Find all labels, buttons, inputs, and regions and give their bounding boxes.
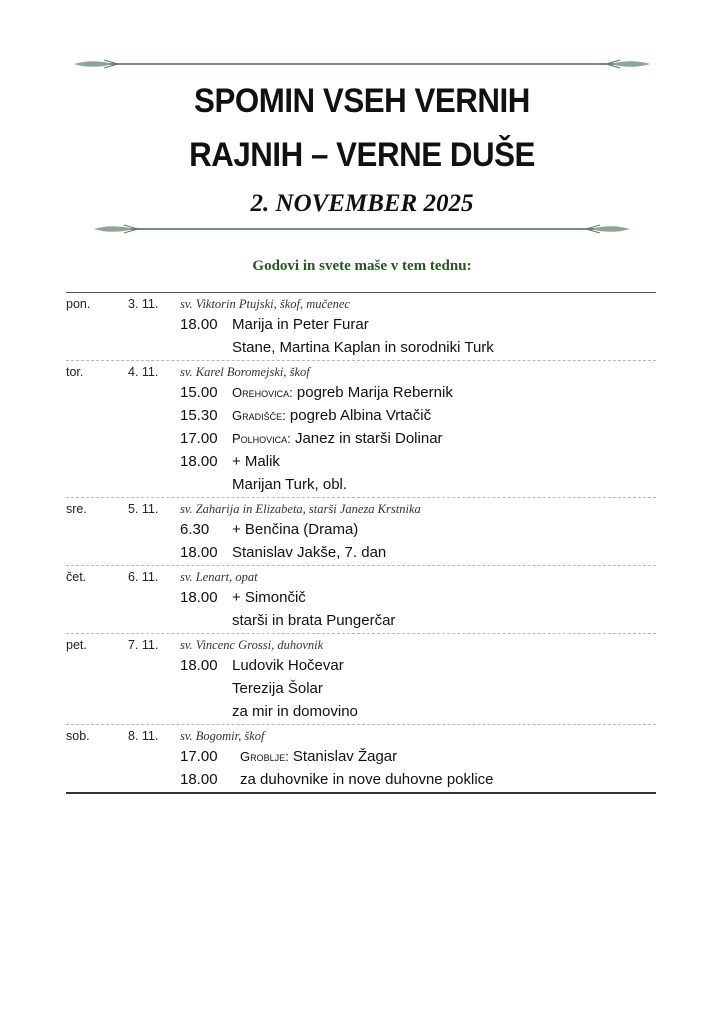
- mass-time: 17.00: [180, 748, 218, 765]
- mass-time: 18.00: [180, 544, 218, 561]
- mass-intention: [232, 407, 431, 424]
- day-name: tor.: [66, 365, 84, 379]
- mass-row: [66, 769, 656, 792]
- mass-time: 18.00: [180, 657, 218, 674]
- day-block: [66, 497, 656, 565]
- mass-row: [66, 337, 656, 360]
- mass-intention: [232, 339, 494, 356]
- mass-text: Stane, Martina Kaplan in sorodniki Turk: [232, 339, 494, 356]
- mass-row: [66, 428, 656, 451]
- saint-row: [66, 361, 656, 382]
- day-block: [66, 360, 656, 497]
- mass-text: pogreb Marija Rebernik: [296, 384, 453, 401]
- mass-intention: [232, 703, 358, 720]
- day-name: čet.: [66, 570, 87, 584]
- mass-row: [66, 519, 656, 542]
- mass-intention: [232, 476, 347, 493]
- mass-text: + Benčina (Drama): [232, 521, 359, 538]
- mass-text: Terezija Šolar: [232, 680, 323, 697]
- mass-text: Stanislav Jakše, 7. dan: [232, 544, 387, 561]
- day-date: 5. 11.: [128, 502, 159, 516]
- mass-location: Orehovica:: [232, 385, 293, 400]
- bottom-ornament-divider: [90, 222, 634, 236]
- mass-intention: [232, 544, 386, 561]
- day-block: [66, 724, 656, 792]
- day-name: sob.: [66, 729, 90, 743]
- mass-time: 18.00: [180, 453, 218, 470]
- mass-intention: [232, 657, 344, 674]
- page-title-line2: RAJNIH – VERNE DUŠE: [189, 136, 535, 174]
- mass-row: [66, 701, 656, 724]
- day-name: pon.: [66, 297, 91, 311]
- mass-intention: [232, 316, 369, 333]
- mass-row: [66, 382, 656, 405]
- mass-text: pogreb Albina Vrtačič: [289, 407, 432, 424]
- mass-text: + Malik: [232, 453, 280, 470]
- mass-text: za duhovnike in nove duhovne poklice: [240, 771, 494, 788]
- page-title-line1: SPOMIN VSEH VERNIH: [194, 82, 530, 120]
- saint-name: sv. Zaharija in Elizabeta, starši Janeza Krstnika: [180, 502, 421, 516]
- mass-intention: [232, 612, 395, 629]
- mass-row: [66, 587, 656, 610]
- day-date: 6. 11.: [128, 570, 159, 584]
- mass-row: [66, 542, 656, 565]
- mass-time: 18.00: [180, 589, 218, 606]
- day-date: 3. 11.: [128, 297, 159, 311]
- day-block: [66, 565, 656, 633]
- mass-location: Gradišče:: [232, 408, 286, 423]
- mass-time: 17.00: [180, 430, 218, 447]
- mass-time: 15.00: [180, 384, 218, 401]
- day-date: 8. 11.: [128, 729, 159, 743]
- mass-intention: [232, 521, 358, 538]
- section-subtitle: Godovi in svete maše v tem tednu:: [252, 258, 472, 274]
- mass-intention: [232, 384, 453, 401]
- day-block: [66, 633, 656, 724]
- mass-schedule: [66, 292, 656, 794]
- mass-time: 6.30: [180, 521, 210, 538]
- saint-name: sv. Viktorin Ptujski, škof, mučenec: [180, 297, 350, 311]
- mass-text: Ludovik Hočevar: [232, 657, 344, 674]
- mass-intention: [240, 748, 397, 765]
- saint-name: sv. Karel Boromejski, škof: [180, 365, 310, 379]
- day-date: 7. 11.: [128, 638, 159, 652]
- mass-text: + Simončič: [232, 589, 306, 606]
- mass-row: [66, 474, 656, 497]
- saint-name: sv. Bogomir, škof: [180, 729, 265, 743]
- top-ornament-divider: [70, 57, 654, 71]
- mass-location: Groblje:: [240, 749, 289, 764]
- mass-intention: [232, 453, 280, 470]
- mass-text: za mir in domovino: [232, 703, 358, 720]
- mass-text: Marijan Turk, obl.: [232, 476, 348, 493]
- mass-text: starši in brata Pungerčar: [232, 612, 396, 629]
- saint-name: sv. Vincenc Grossi, duhovnik: [180, 638, 324, 652]
- saint-row: [66, 498, 656, 519]
- saint-row: [66, 725, 656, 746]
- mass-location: Polhovica:: [232, 431, 291, 446]
- mass-intention: [240, 771, 494, 788]
- page-date: 2. NOVEMBER 2025: [250, 190, 474, 217]
- day-block: [66, 292, 656, 360]
- mass-row: [66, 405, 656, 428]
- mass-text: Stanislav Žagar: [292, 748, 398, 765]
- saint-row: [66, 634, 656, 655]
- mass-intention: [232, 680, 323, 697]
- mass-row: [66, 655, 656, 678]
- mass-time: 15.30: [180, 407, 218, 424]
- saint-row: [66, 566, 656, 587]
- mass-time: 18.00: [180, 316, 218, 333]
- mass-intention: [232, 589, 306, 606]
- saint-row: [66, 293, 656, 314]
- mass-time: 18.00: [180, 771, 218, 788]
- saint-name: sv. Lenart, opat: [180, 570, 258, 584]
- mass-row: [66, 451, 656, 474]
- mass-text: Marija in Peter Furar: [232, 316, 369, 333]
- mass-row: [66, 678, 656, 701]
- day-name: sre.: [66, 502, 87, 516]
- mass-row: [66, 610, 656, 633]
- mass-intention: [232, 430, 443, 447]
- schedule-end-line: [66, 792, 656, 794]
- mass-text: Janez in starši Dolinar: [294, 430, 443, 447]
- day-name: pet.: [66, 638, 87, 652]
- day-date: 4. 11.: [128, 365, 159, 379]
- mass-row: [66, 746, 656, 769]
- mass-row: [66, 314, 656, 337]
